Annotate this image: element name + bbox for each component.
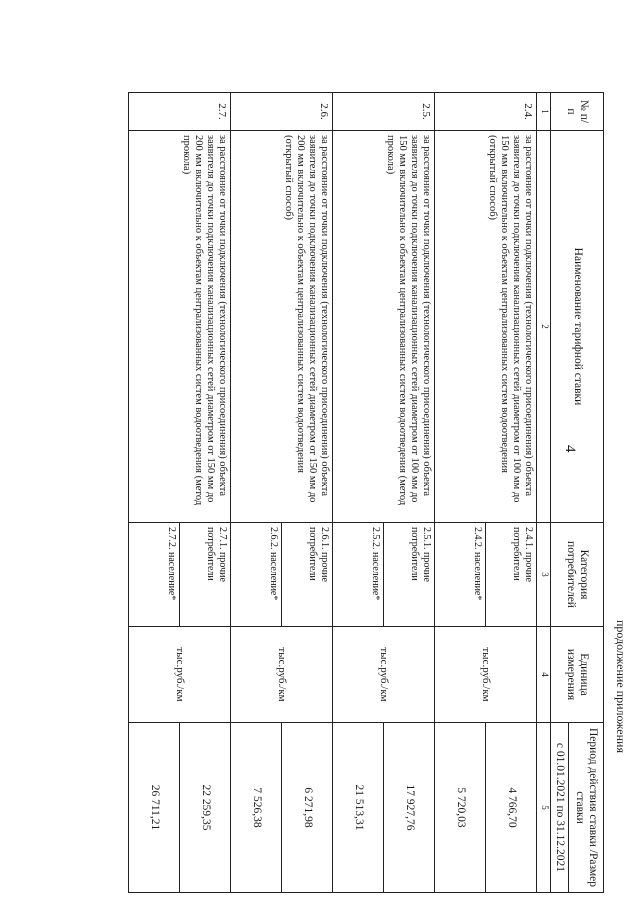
- rate-value: 26 711,21: [129, 723, 180, 893]
- rate-value: 17 927,76: [384, 723, 435, 893]
- rate-value: 6 271,98: [282, 723, 333, 893]
- header-period-dates: с 01.01.2021 по 31.12.2021: [553, 723, 569, 892]
- unit-cell: тыс.руб./км: [129, 627, 231, 723]
- header-row: [551, 93, 604, 893]
- table-row: [384, 93, 435, 893]
- consumer-category: 2.7.2. население*: [129, 523, 180, 627]
- header-num: № п/п: [551, 93, 604, 131]
- table-row: [282, 93, 333, 893]
- tariff-name: за расстояние от точки подключения (технологического присоединения) объекта заявителя до точки подключения канализационных сетей диаметром от 150 мм до 200 мм включительно к объектам централизованных систем водоотведения (открытый способ): [231, 131, 333, 523]
- index-cell: 3: [537, 523, 551, 627]
- unit-cell: тыс.руб./км: [435, 627, 537, 723]
- index-cell: 2: [537, 131, 551, 523]
- consumer-category: 2.5.1. прочие потребители: [384, 523, 435, 627]
- tariff-table: [128, 92, 604, 893]
- page-number: 4: [562, 445, 578, 453]
- consumer-category: 2.6.2. население*: [231, 523, 282, 627]
- row-number: 2.6.: [231, 93, 333, 131]
- rate-value: 21 513,31: [333, 723, 384, 893]
- header-unit: Единица измерения: [551, 627, 604, 723]
- unit-cell: тыс.руб./км: [231, 627, 333, 723]
- index-cell: 4: [537, 627, 551, 723]
- consumer-category: 2.6.1. прочие потребители: [282, 523, 333, 627]
- index-row: [537, 93, 551, 893]
- header-category: Категория потребителей: [551, 523, 604, 627]
- rate-value: 5 720,03: [435, 723, 486, 893]
- index-cell: 5: [537, 723, 551, 893]
- row-number: 2.5.: [333, 93, 435, 131]
- row-number: 2.7.: [129, 93, 231, 131]
- table-row: [180, 93, 231, 893]
- header-period: [551, 723, 604, 893]
- tariff-name: за расстояние от точки подключения (технологического присоединения) объекта заявителя до точки подключения канализационных сетей диаметром от 100 мм до 150 мм включительно к объектам централизованных систем водоотведения (метод прокола): [333, 131, 435, 523]
- rate-value: 22 259,35: [180, 723, 231, 893]
- rate-value: 4 766,70: [486, 723, 537, 893]
- continuation-label: продолжение приложения: [614, 620, 628, 753]
- consumer-category: 2.4.1. прочие потребители: [486, 523, 537, 627]
- rate-value: 7 526,38: [231, 723, 282, 893]
- consumer-category: 2.4.2. население*: [435, 523, 486, 627]
- consumer-category: 2.5.2. население*: [333, 523, 384, 627]
- header-period-label: Период действия ставки /Размер ставки: [573, 727, 599, 888]
- table-row: [486, 93, 537, 893]
- tariff-name: за расстояние от точки подключения (технологического присоединения) объекта заявителя до точки подключения канализационных сетей диаметром от 150 мм до 200 мм включительно к объектам централизованных систем водоотведения (метод прокола): [129, 131, 231, 523]
- row-number: 2.4.: [435, 93, 537, 131]
- tariff-name: за расстояние от точки подключения (технологического присоединения) объекта заявителя до точки подключения канализационных сетей диаметром от 100 мм до 150 мм включительно к объектам централизованных систем водоотведения (открытый способ): [435, 131, 537, 523]
- header-name: Наименование тарифной ставки: [551, 131, 604, 523]
- consumer-category: 2.7.1. прочие потребители: [180, 523, 231, 627]
- unit-cell: тыс.руб./км: [333, 627, 435, 723]
- index-cell: 1: [537, 93, 551, 131]
